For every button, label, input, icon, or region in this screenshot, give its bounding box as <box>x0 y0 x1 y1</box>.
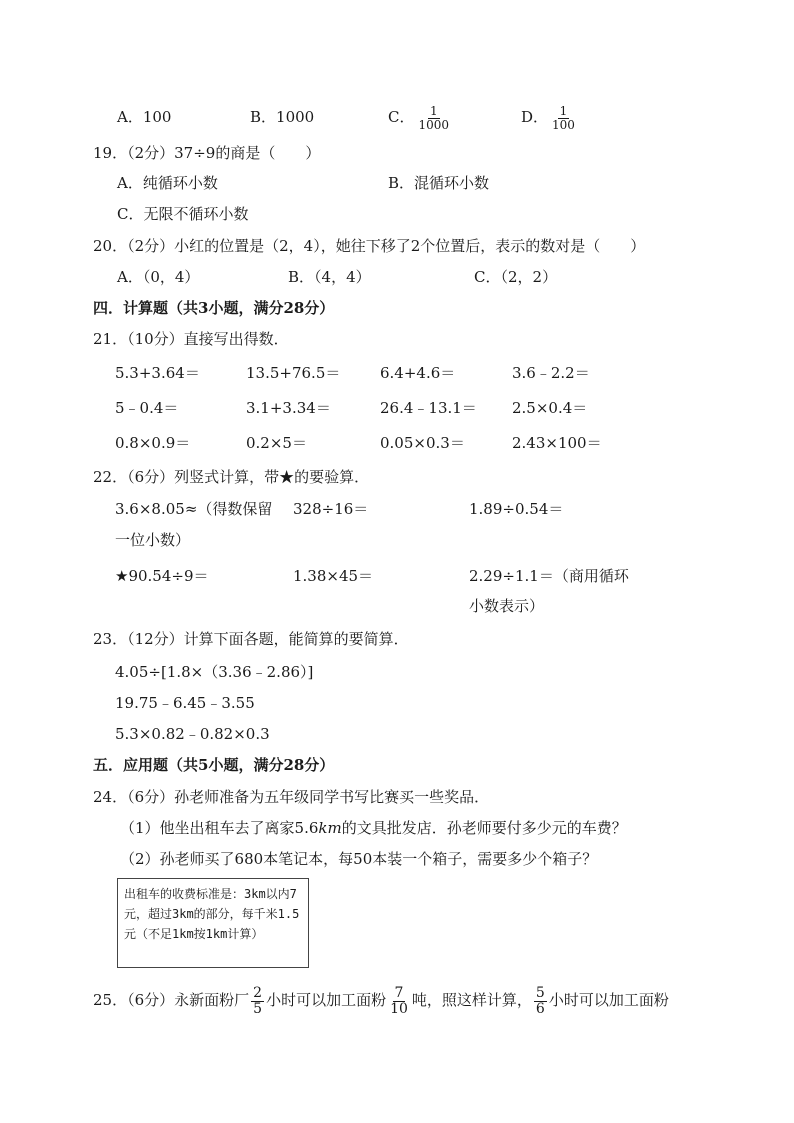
q22-item-2: 328÷16＝ <box>293 500 369 518</box>
numerator: 7 <box>394 984 404 1001</box>
q21-item: 5.3+3.64＝ <box>115 364 200 382</box>
q24-part-1 <box>120 818 627 838</box>
q23-item-3: 5.3×0.82﹣0.82×0.3 <box>115 725 270 743</box>
q24-part-2: （2）孙老师买了680本笔记本，每50本装一个箱子，需要多少个箱子？ <box>120 850 598 868</box>
option-label: D． <box>521 108 549 126</box>
q22-item-6-line-1: 2.29÷1.1＝（商用循环 <box>469 567 629 585</box>
q20-option-b: B．（4，4） <box>288 268 371 286</box>
q23-item-2: 19.75﹣6.45﹣3.55 <box>115 694 255 712</box>
denominator: 1000 <box>418 117 450 132</box>
q18-option-a: A．100 <box>117 108 172 126</box>
q21-stem: 21．（10分）直接写出得数． <box>93 330 289 348</box>
q25-post: 小时可以加工面粉 <box>548 991 669 1009</box>
q21-item: 6.4+4.6＝ <box>380 364 456 382</box>
q24-part-1-post: 的文具批发店．孙老师要付多少元的车费？ <box>341 819 627 837</box>
denominator: 10 <box>390 1000 408 1017</box>
fraction <box>388 986 410 1017</box>
q21-item: 0.8×0.9＝ <box>115 434 191 452</box>
q24-part-1-unit: km <box>318 819 342 837</box>
q19-option-b: B．混循环小数 <box>388 174 490 192</box>
q23-stem: 23．（12分）计算下面各题，能简算的要简算． <box>93 630 409 648</box>
section-5-title: 五．应用题（共5小题，满分28分） <box>93 756 335 774</box>
q25-mid-1: 小时可以加工面粉 <box>266 991 387 1009</box>
numerator: 5 <box>535 984 545 1001</box>
fraction <box>550 105 577 132</box>
fraction <box>416 105 451 132</box>
q25-pre: 25．（6分）永新面粉厂 <box>93 991 250 1009</box>
q24-stem: 24．（6分）孙老师准备为五年级同学书写比赛买一些奖品． <box>93 788 490 806</box>
numerator: 1 <box>559 103 568 118</box>
q19-stem: 19．（2分）37÷9的商是（ ） <box>93 144 321 162</box>
numerator: 1 <box>429 103 438 118</box>
q20-stem: 20．（2分）小红的位置是（2，4），她往下移了2个位置后，表示的数对是（ ） <box>93 237 646 255</box>
fraction <box>534 986 547 1017</box>
q21-item: 5﹣0.4＝ <box>115 399 179 417</box>
q21-item: 0.05×0.3＝ <box>380 434 465 452</box>
q21-item: 26.4﹣13.1＝ <box>380 399 477 417</box>
numerator: 2 <box>253 984 263 1001</box>
denominator: 5 <box>253 1000 263 1017</box>
q21-item: 2.43×100＝ <box>512 434 602 452</box>
q23-item-1: 4.05÷[1.8×（3.36﹣2.86）] <box>115 663 314 681</box>
q25-stem <box>93 978 669 1022</box>
q22-item-6-line-2: 小数表示） <box>469 597 545 615</box>
fraction <box>251 986 264 1017</box>
option-label: C． <box>388 108 415 126</box>
q18-option-d <box>521 98 579 136</box>
q25-mid-2: 吨，照这样计算， <box>411 991 532 1009</box>
q22-item-3: 1.89÷0.54＝ <box>469 500 564 518</box>
taxi-fare-note-box: 出租车的收费标准是：3km以内7元，超过3km的部分，每千米1.5元（不足1km按1km计算） <box>117 878 309 968</box>
denominator: 100 <box>552 117 575 132</box>
q21-item: 3.1+3.34＝ <box>246 399 331 417</box>
q22-item-1-line-2: 一位小数） <box>115 531 191 549</box>
q21-item: 0.2×5＝ <box>246 434 307 452</box>
q22-item-1-line-1: 3.6×8.05≈（得数保留 <box>115 500 273 518</box>
q24-part-1-pre: （1）他坐出租车去了离家5.6 <box>120 819 319 837</box>
q18-option-c <box>388 98 453 136</box>
q20-option-a: A．（0，4） <box>117 268 200 286</box>
q22-item-5: 1.38×45＝ <box>293 567 374 585</box>
q19-option-a: A．纯循环小数 <box>117 174 218 192</box>
q20-option-c: C．（2，2） <box>474 268 558 286</box>
q22-item-4: ★90.54÷9＝ <box>115 567 209 585</box>
section-4-title: 四．计算题（共3小题，满分28分） <box>93 299 335 317</box>
q21-item: 3.6﹣2.2＝ <box>512 364 590 382</box>
q21-item: 13.5+76.5＝ <box>246 364 341 382</box>
q21-item: 2.5×0.4＝ <box>512 399 588 417</box>
q19-option-c: C．无限不循环小数 <box>117 205 249 223</box>
q22-stem: 22．（6分）列竖式计算，带★的要验算． <box>93 468 370 486</box>
denominator: 6 <box>535 1000 545 1017</box>
q18-option-b: B．1000 <box>250 108 315 126</box>
